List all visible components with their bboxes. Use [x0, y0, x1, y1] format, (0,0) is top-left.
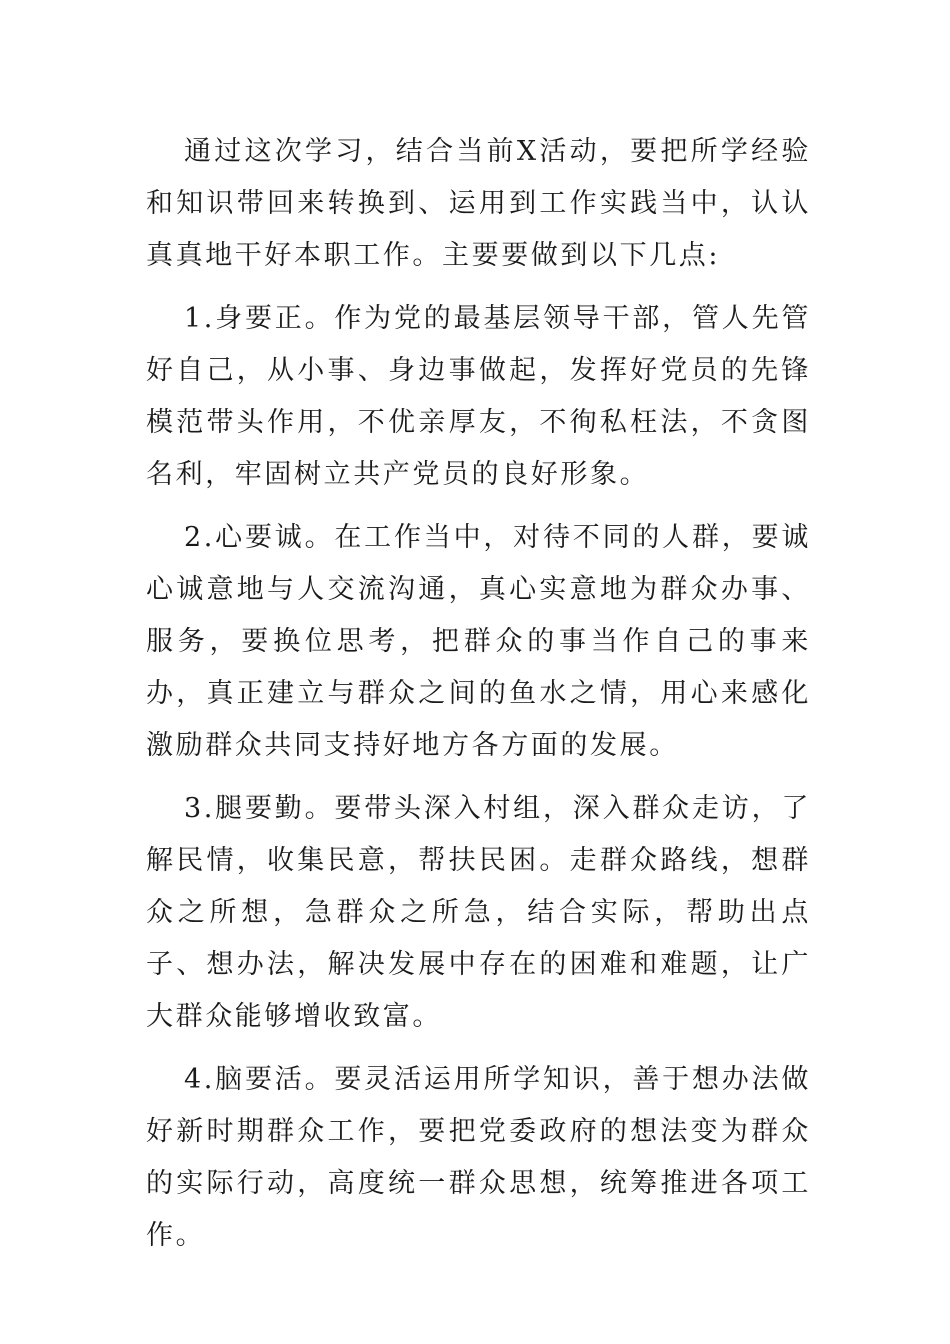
point-2-paragraph: 2.心要诚。在工作当中，对待不同的人群，要诚心诚意地与人交流沟通，真心实意地为群众办事、服务，要换位思考，把群众的事当作自己的事来办，真正建立与群众之间的鱼水之情，用心来感化激励群众共同支持好地方各方面的发展。	[146, 522, 811, 761]
point-3-paragraph: 3.腿要勤。要带头深入村组，深入群众走访，了解民情，收集民意，帮扶民困。走群众路线，想群众之所想，急群众之所急，结合实际，帮助出点子、想办法，解决发展中存在的困难和难题，让广大群众能够增收致富。	[146, 793, 811, 1032]
point-1-paragraph: 1.身要正。作为党的最基层领导干部，管人先管好自己，从小事、身边事做起，发挥好党员的先锋模范带头作用，不优亲厚友，不徇私枉法，不贪图名利，牢固树立共产党员的良好形象。	[146, 303, 811, 490]
intro-paragraph: 通过这次学习，结合当前X活动，要把所学经验和知识带回来转换到、运用到工作实践当中，认认真真地干好本职工作。主要要做到以下几点:	[146, 136, 811, 271]
point-4-paragraph: 4.脑要活。要灵活运用所学知识，善于想办法做好新时期群众工作，要把党委政府的想法变为群众的实际行动，高度统一群众思想，统筹推进各项工作。	[146, 1064, 811, 1251]
document-body	[146, 126, 811, 1262]
